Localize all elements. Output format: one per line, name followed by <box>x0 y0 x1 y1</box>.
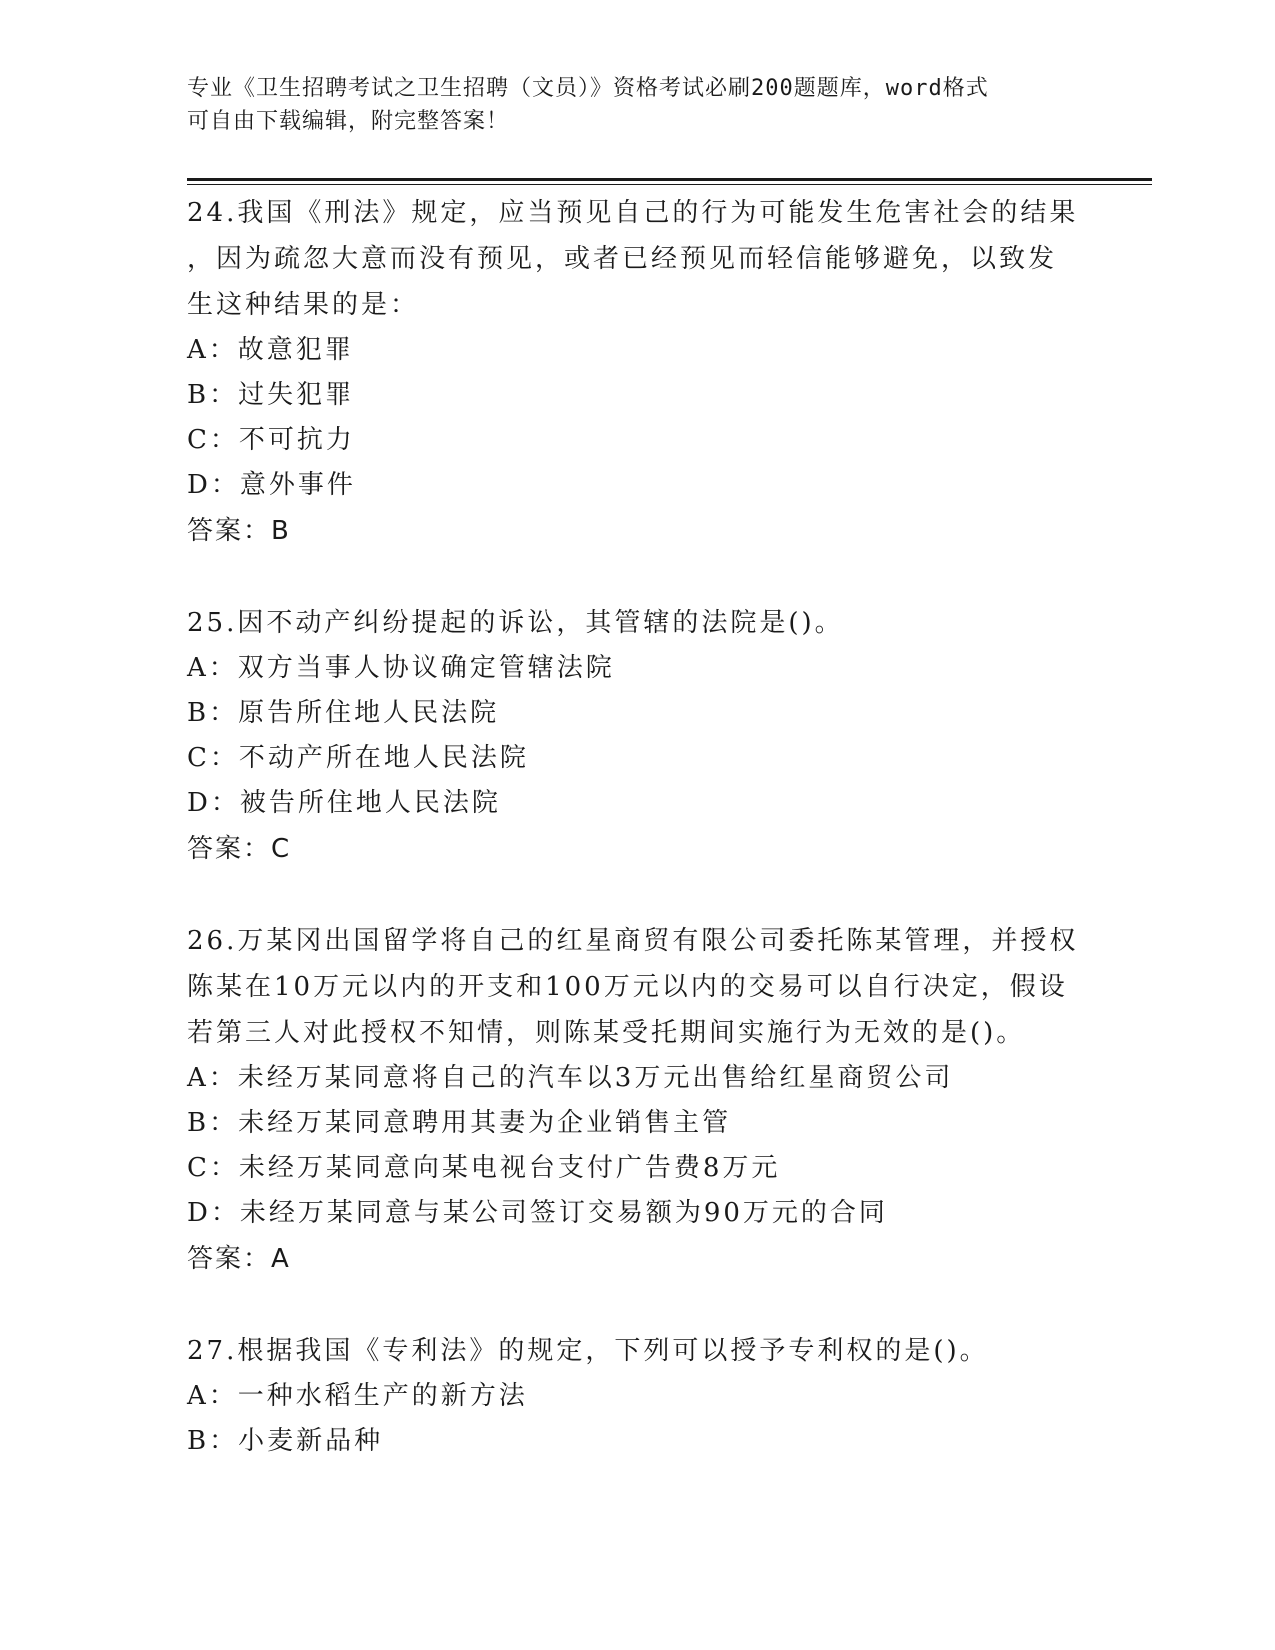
stem-line: 若第三人对此授权不知情，则陈某受托期间实施行为无效的是()。 <box>187 1018 1026 1048</box>
option-c: C：不动产所在地人民法院 <box>187 743 529 773</box>
spacer <box>187 872 1087 918</box>
option-b: B：未经万某同意聘用其妻为企业销售主管 <box>187 1108 732 1138</box>
option-a: A：一种水稻生产的新方法 <box>187 1381 528 1411</box>
answer: 答案：B <box>187 516 291 546</box>
question-24 <box>187 190 1087 554</box>
question-list <box>187 190 1087 1464</box>
header-line-1: 专业《卫生招聘考试之卫生招聘（文员）》资格考试必刷200题题库，word格式 <box>187 76 989 101</box>
question-stem <box>187 1328 1087 1374</box>
option-a: A：未经万某同意将自己的汽车以3万元出售给红星商贸公司 <box>187 1063 954 1093</box>
spacer <box>187 1282 1087 1328</box>
stem-line: 25.因不动产纠纷提起的诉讼，其管辖的法院是()。 <box>187 608 844 638</box>
option-a: A：双方当事人协议确定管辖法院 <box>187 653 615 683</box>
option-c: C：未经万某同意向某电视台支付广告费8万元 <box>187 1153 781 1183</box>
header-divider-thick <box>187 178 1152 181</box>
document-header <box>187 72 1087 138</box>
stem-line: 26.万某冈出国留学将自己的红星商贸有限公司委托陈某管理，并授权 <box>187 926 1079 956</box>
question-stem <box>187 190 1087 328</box>
stem-line: 陈某在10万元以内的开支和100万元以内的交易可以自行决定，假设 <box>187 972 1068 1002</box>
option-a: A：故意犯罪 <box>187 335 354 365</box>
option-d: D：未经万某同意与某公司签订交易额为90万元的合同 <box>187 1198 888 1228</box>
question-stem <box>187 918 1087 1056</box>
question-25 <box>187 600 1087 872</box>
option-b: B：过失犯罪 <box>187 380 355 410</box>
header-divider-thin <box>187 184 1152 185</box>
option-c: C：不可抗力 <box>187 425 355 455</box>
question-26 <box>187 918 1087 1282</box>
answer: 答案：A <box>187 1244 291 1274</box>
stem-line: 24.我国《刑法》规定，应当预见自己的行为可能发生危害社会的结果 <box>187 198 1079 228</box>
answer: 答案：C <box>187 834 292 864</box>
stem-line: 27.根据我国《专利法》的规定，下列可以授予专利权的是()。 <box>187 1336 989 1366</box>
question-27 <box>187 1328 1087 1464</box>
spacer <box>187 554 1087 600</box>
option-b: B：原告所住地人民法院 <box>187 698 500 728</box>
header-line-2: 可自由下载编辑，附完整答案！ <box>187 109 510 134</box>
stem-line: ，因为疏忽大意而没有预见，或者已经预见而轻信能够避免，以致发 <box>187 244 1058 274</box>
option-b: B：小麦新品种 <box>187 1426 384 1456</box>
option-d: D：意外事件 <box>187 470 356 500</box>
stem-line: 生这种结果的是： <box>187 290 420 320</box>
question-stem <box>187 600 1087 646</box>
option-d: D：被告所住地人民法院 <box>187 788 501 818</box>
